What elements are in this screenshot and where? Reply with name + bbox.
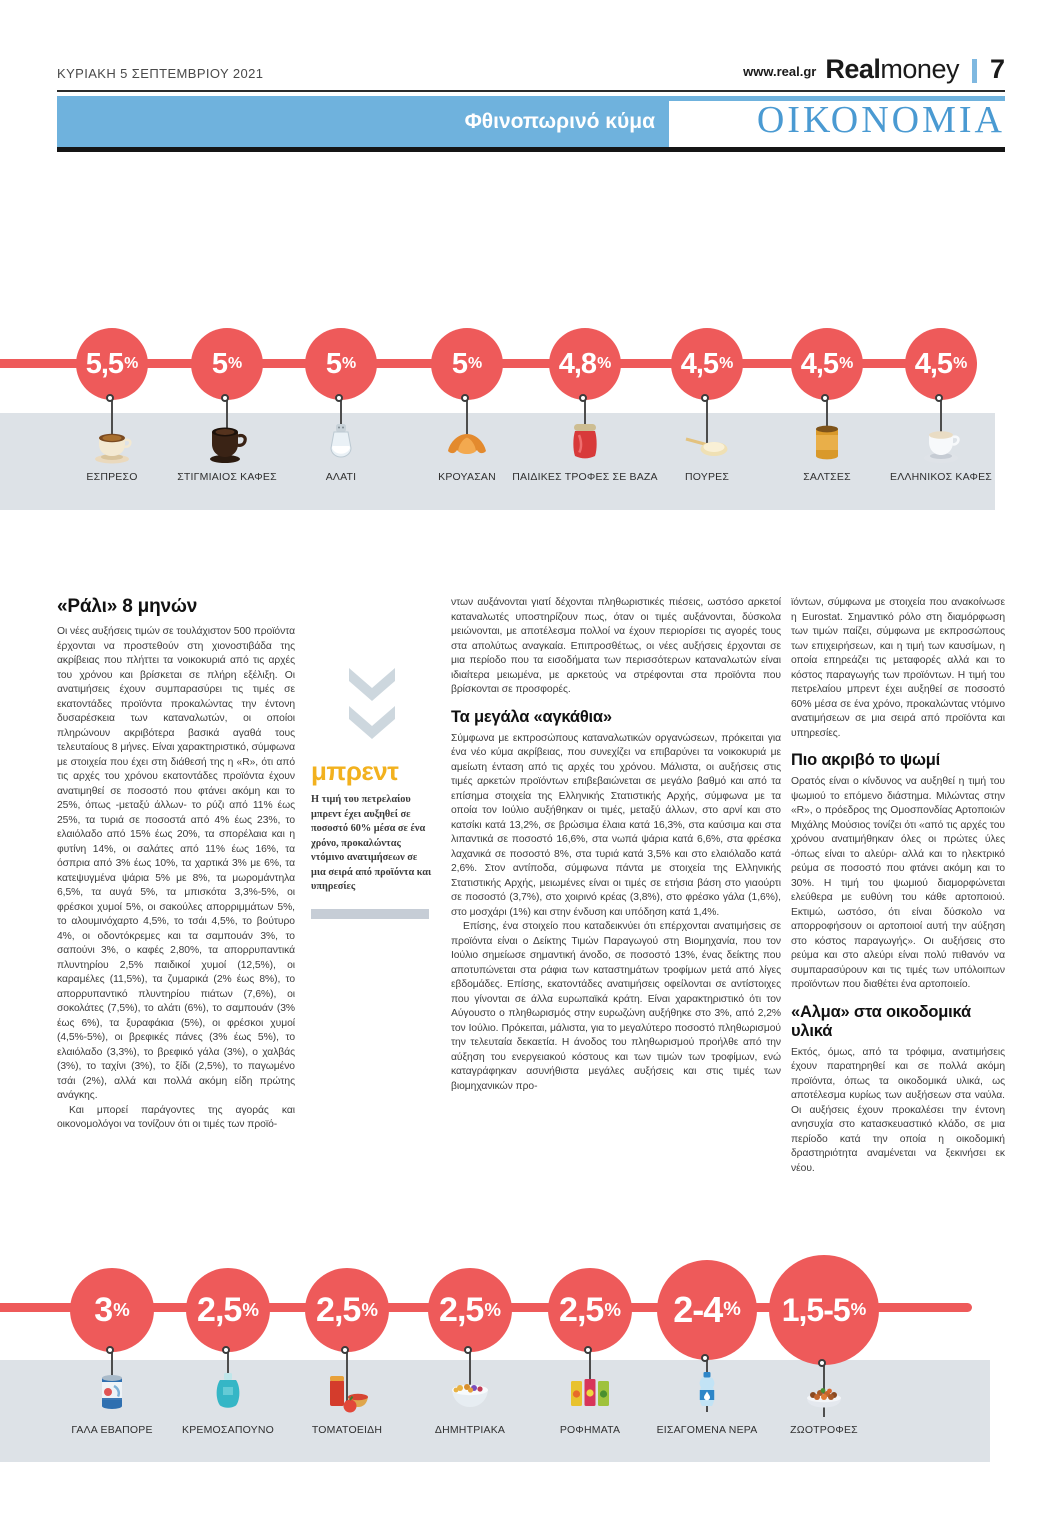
product-label: ΠΟΥΡΕΣ: [684, 471, 730, 483]
connector-dot: [461, 394, 469, 402]
baby-food-jar-icon: [561, 418, 609, 466]
connector-dot: [701, 394, 709, 402]
paragraph: Ορατός είναι ο κίνδυνος να αυξηθεί η τιμή του ψωμιού το επόμενο διάστημα. Μιλώντας στην «R», ο πρόεδρος της Ομοσπονδίας Αρτοποιών Μιχάλης Μούσιος τονίζει ότι «από τις αρχές του χρόνου ανατιμήθηκαν όλες οι πρώτες ύλες -όπως είναι το αλεύρι- αλλά και το ηλεκτρικό ρεύμα σε ποσοστό που φτάνει ακόμη και το 30%. Η τιμή του ψωμιού διαμορφώνεται ελεύθερα με ευθύνη του κάθε αρτοποιού. Εκτιμώ, ωστόσο, ότι είναι δύσκολο να απορροφήσουν οι αρτοποιοί αυτή την αύξηση στο κόστος παραγωγής». Οι αυξήσεις στο ρεύμα και στο αλεύρι είναι πολύ πιθανόν να συμπαρασύρουν και τις τιμές των υπόλοιπων προϊόντων που διαθέτει ένα αρτοποιείο.: [791, 776, 1005, 990]
percent-sign: %: [597, 355, 612, 373]
percent-bubble: [305, 1268, 389, 1352]
page-number: 7: [989, 54, 1005, 84]
percent-bubble: [76, 328, 148, 400]
topic-banner: Φθινοπωρινό κύμα: [57, 96, 669, 147]
subheading: Τα μεγάλα «αγκάθια»: [451, 707, 612, 726]
percent-value: 4,8: [558, 347, 597, 380]
tomato-products-icon: [323, 1368, 371, 1416]
percent-value: 4,5: [680, 347, 719, 380]
percent-value: 4,5: [914, 347, 953, 380]
percent-bubble: [186, 1268, 270, 1352]
percent-value: 2,5: [197, 1291, 242, 1329]
percent-value: 3: [94, 1291, 113, 1329]
paragraph: Οι νέες αυξήσεις τιμών σε τουλάχιστον 500 προϊόντα έρχονται να προστεθούν στη χιονοστιβάδα της ακρίβειας που πλήττει τα νοικοκυριά από τις αρχές του χρόνου και βρίσκεται σε πλήρη εξέλιξη. Οι ανατιμήσεις έχουν συμπαρασύρει τις τιμές σε εκατοντάδες προϊόντα προκαλώντας την έντονη δυσαρέσκεια των καταναλωτών, οι οποίοι πληρώνουν ακριβότερα βασικά αγαθά τους τελευταίους 8 μήνες. Είναι χαρακτηριστικό, σύμφωνα με στοιχεία που έχει στη διάθεσή της η «R», ότι από τις αρχές του χρόνου εκατοντάδες προϊόντα έχουν ανατιμηθεί σε ποσοστό που φτάνει ακόμη και το 25%, όπως -μεταξύ άλλων- το ρύζι από 11% έως 25%, τα τυριά σε ποσοστά από 4% έως 23%, το ελαιόλαδο από 15% έως 20%, τα σπορέλαια και η φυτίνη 14%, οι σαλάτες από 11% έως 16%, τα όσπρια από 3% έως 10%, τα χαρτικά 3% με 6%, τα κατεψυγμένα ψάρια 5% με 8%, τα μωρομάντηλα 6,5%, τα αυγά 5%, τα μπισκότα 3,3%-5%, οι φρέσκοι χυμοί 5%, οι σακούλες απορριμμάτων 5%, το αλουμινόχαρτο 4,5%, το τσάι 4,5%, το βούτυρο 4%, οι οδοντόκρεμες και τα σαμπουάν 3%, το σαπούνι 3%, ο καφές 2,80%, τα απορρυπαντικά πλυντηρίου 2,5% παιδικοί χυμοί (12,5%), οι καραμέλες (11,5%), τα ζυμαρικά (2% έως 8%), το απορρυπαντικό πλυντηρίου πιάτων (7,6%), οι σοκολάτες (7,5%), το αλάτι (6%), το σαμπουάν (3% έως 6%), τα ξυραφάκια (5%), οι φρέσκοι χυμοί (4,5%-5%), οι βρεφικές πάνες (3% έως 5%), το ελαιόλαδο (3,3%), το βρεφικό γάλα (3%), ο χαλβάς (3%), το ταχίνι (3%), το ξίδι (2,5%), το παγωμένο τσάι (2%), αλλά και πολλά ακόμη είδη πρώτης ανάγκης.: [57, 626, 295, 1101]
product-label: ΖΩΟΤΡΟΦΕΣ: [790, 1424, 858, 1436]
percent-sign: %: [124, 355, 139, 373]
percent-bubble: [70, 1268, 154, 1352]
coffee-mug-icon: [203, 418, 251, 466]
percent-sign: %: [242, 1298, 259, 1320]
water-bottle-icon: [683, 1368, 731, 1416]
percent-bubble: [431, 328, 503, 400]
product-label: ΚΡΟΥΑΣΑΝ: [438, 471, 496, 483]
percent-value: 5,5: [85, 347, 124, 380]
percent-bubble: [548, 1268, 632, 1352]
percent-sign: %: [839, 355, 854, 373]
product-label: ΚΡΕΜΟΣΑΠΟΥΝΟ: [182, 1424, 274, 1436]
evaporated-milk-can-icon: [88, 1368, 136, 1416]
cream-soap-bottle-icon: [204, 1368, 252, 1416]
product-label: ΣΤΙΓΜΙΑΙΟΣ ΚΑΦΕΣ: [177, 471, 277, 483]
paragraph: Σύμφωνα με εκπροσώπους καταναλωτικών οργανώσεων, πρόκειται για ένα νέο κύμα ακρίβειας, που συνεχίζει να επιβαρύνει τα νοικοκυριά με αμείωτη ένταση από τις αρχές του χρόνου. Μάλιστα, οι αυξήσεις στις τιμές αρκετών προϊόντων επιβεβαιώνεται σε μεγάλο βαθμό και από τα επίσημα στοιχεία της Ελληνικής Στατιστικής Αρχής, σύμφωνα με τα οποία τον Ιούλιο αυξήθηκαν οι τιμές, μεταξύ άλλων, στο αρνί και στο κατσίκι κατά 13,2%, σε βρώσιμα έλαια κατά 16,3%, στα καύσιμα και στα λιπαντικά σε ποσοστό 16,6%, στα νωπά ψάρια κατά 6,6%, στα φρέσκα λαχανικά σε ποσοστό 8%, στα τυριά κατά 3,5% και στο ελαιόλαδο κατά 2,6%. Στον αντίποδα, σύμφωνα πάντα με στοιχεία της Ελληνικής Στατιστικής Αρχής, μειωμένες είναι οι τιμές σε ετήσια βάση στο γιαούρτι σε ποσοστό (3,7%), στο χοιρινό κρέας (3,8%), στο φρέσκο γάλα (1,6%), στο μοσχάρι (1%) και στην ένδυση και υπόδηση κατά 1,4%.: [451, 732, 781, 918]
section-title: ΟΙΚΟΝΟΜΙΑ: [756, 99, 1005, 141]
percent-value: 5: [451, 347, 467, 380]
percent-bubble: [671, 328, 743, 400]
product-label: ΕΙΣΑΓΟΜΕΝΑ ΝΕΡΑ: [656, 1424, 758, 1436]
salt-shaker-icon: [317, 418, 365, 466]
sauce-can-icon: [803, 418, 851, 466]
connector-dot: [584, 1346, 592, 1354]
croissant-icon: [443, 418, 491, 466]
product-label: ΕΣΠΡΕΣΟ: [86, 471, 138, 483]
paragraph: Εκτός, όμως, από τα τρόφιμα, ανατιμήσεις έχουν παρατηρηθεί και σε πολλά ακόμη προϊόντα, όπως τα οικοδομικά υλικά, ως αποτέλεσμα κυρίως των αυξήσεων στα ναύλα. Οι αυξήσεις έχουν προκαλέσει την έντονη ανησυχία στο κατασκευαστικό κλάδο, σε μια περίοδο κατά την οποία η οικοδομική δραστηριότητα αναμένεται να ξεκινήσει εκ νέου.: [791, 1046, 1005, 1174]
percent-value: 1,5-5: [781, 1292, 850, 1328]
connector-dot: [106, 1346, 114, 1354]
paragraph: Επίσης, ένα στοιχείο που καταδεικνύει ότι επέρχονται ανατιμήσεις σε προϊόντα είναι ο Δείκτης Τιμών Παραγωγού στη Βιομηχανία, που τον Ιούλιο σημείωσε σημαντική άνοδο, σε ποσοστό 13%, ένας δείκτης που αποτυπώνεται στα ράφια των καταστημάτων τροφίμων μετά από λίγες εβδομάδες. Επίσης, εκατοντάδες ανατιμήσεις οφείλονται σε αντίστοιχες που γίνονται σε άλλα ευρωπαϊκά κράτη. Είναι χαρακτηριστικό ότι τον Αύγουστο ο πληθωρισμός στην ευρωζώνη αυξήθηκε στο 3%, από 2,2% τον Ιούλιο. Πρόκειται, μάλιστα, για το μεγαλύτερο ποσοστό πληθωρισμού την τελευταία δεκαετία. Η άνοδος του πληθωρισμού προήλθε από την αύξηση του ενεργειακού κόστους και των τιμών των τροφίμων, ενώ καταγράφηκαν ασυνήθιστα μεγάλες αυξήσεις και στις τιμές των βιομηχανικών προ-: [451, 921, 781, 1092]
percent-sign: %: [467, 355, 483, 373]
percent-value: 4,5: [800, 347, 839, 380]
product-label: ΤΟΜΑΤΟΕΙΔΗ: [311, 1424, 383, 1436]
connector-dot: [935, 394, 943, 402]
callout-text: Η τιμή του πετρελαίου μπρεντ έχει αυξηθεί σε ποσοστό 60% μέσα σε ένα χρόνο, προκαλώντας ντόμινο ανατιμήσεων σε μια σειρά από προϊόντα και υπηρεσίες: [311, 794, 432, 892]
percent-sign: %: [227, 355, 243, 373]
percent-sign: %: [719, 355, 734, 373]
cereal-bowl-icon: [446, 1368, 494, 1416]
product-item: [277, 0, 417, 1536]
percent-sign: %: [341, 355, 357, 373]
percent-value: 5: [211, 347, 227, 380]
brand-bold: Real: [825, 54, 881, 84]
percent-bubble: [905, 328, 977, 400]
juice-drinks-icon: [566, 1368, 614, 1416]
percent-bubble: [305, 328, 377, 400]
percent-sign: %: [484, 1298, 501, 1320]
percent-sign: %: [953, 355, 968, 373]
subheading: Πιο ακριβό το ψωμί: [791, 751, 941, 769]
article-heading: «Ράλι» 8 μηνών: [57, 596, 198, 617]
percent-sign: %: [604, 1298, 621, 1320]
product-label: ΠΑΙΔΙΚΕΣ ΤΡΟΦΕΣ ΣΕ ΒΑΖΑ: [512, 471, 658, 483]
product-label: ΔΗΜΗΤΡΙΑΚΑ: [434, 1424, 506, 1436]
connector-dot: [579, 394, 587, 402]
percent-value: 2-4: [673, 1289, 723, 1330]
espresso-cup-icon: [88, 418, 136, 466]
product-label: ΣΑΛΤΣΕΣ: [803, 471, 851, 483]
connector-dot: [818, 1359, 826, 1367]
percent-sign: %: [850, 1299, 867, 1320]
percent-bubble: [191, 328, 263, 400]
percent-value: 2,5: [316, 1291, 361, 1329]
percent-bubble: [791, 328, 863, 400]
website-url: www.real.gr: [743, 64, 817, 79]
product-label: ΡΟΦΗΜΑΤΑ: [559, 1424, 621, 1436]
product-item: [400, 0, 540, 1536]
paragraph: ντων αυξάνονται γιατί δέχονται πληθωριστικές πιέσεις, ωστόσο αρκετοί καταναλωτές υποστηρίζουν πως, όταν οι τιμές αυξάνονται, δύσκολα μειώνονται, με αποτέλεσμα πολλοί να έχουν περιορίσει τις αγορές τους στα απολύτως αναγκαία. Επιπροσθέτως, οι νέες αυξήσεις έρχονται σε μια περίοδο που τα εισοδήματα των περισσότερων καταναλωτών είναι ιδιαίτερα μειωμένα, με αρκετούς να στρέφονται στα προϊόντα που βρίσκονται σε προσφορές.: [451, 597, 781, 695]
subheading: «Αλμα» στα οικοδομικά υλικά: [791, 1002, 971, 1040]
percent-sign: %: [113, 1298, 130, 1320]
issue-date: ΚΥΡΙΑΚΗ 5 ΣΕΠΤΕΜΒΡΙΟΥ 2021: [57, 66, 264, 81]
connector-dot: [701, 1354, 709, 1362]
product-label: ΕΛΛΗΝΙΚΟΣ ΚΑΦΕΣ: [890, 471, 992, 483]
paragraph: Και μπορεί παράγοντες της αγοράς και οικονομολόγοι να τονίζουν ότι οι τιμές των προϊό-: [57, 1104, 295, 1130]
connector-dot: [821, 394, 829, 402]
greek-coffee-cup-icon: [917, 418, 965, 466]
connector-dot: [464, 1346, 472, 1354]
product-label: ΑΛΑΤΙ: [325, 471, 357, 483]
connector-dot: [341, 1346, 349, 1354]
percent-value: 2,5: [439, 1291, 484, 1329]
percent-bubble: [657, 1260, 757, 1360]
paragraph: ϊόντων, σύμφωνα με στοιχεία που ανακοίνωσε η Eurostat. Σημαντικό ρόλο στη διαμόρφωση των τιμών παίζει, σύμφωνα με εκπροσώπους των επιχειρήσεων, και η τιμή των καυσίμων, η οποία επηρεάζει τις μεταφορές αλλά και το κόστος παραγωγής των προϊόντων. Η τιμή του πετρελαίου μπρεντ έχει αυξηθεί σε ποσοστό 60% μέσα σε ένα χρόνο, προκαλώντας ντόμινο ανατιμήσεων σε μια σειρά από προϊόντα και υπηρεσίες.: [791, 597, 1005, 739]
percent-sign: %: [361, 1298, 378, 1320]
percent-bubble: [428, 1268, 512, 1352]
brand-regular: money: [880, 54, 959, 84]
connector-dot: [222, 1346, 230, 1354]
percent-value: 5: [325, 347, 341, 380]
product-label: ΓΑΛΑ ΕΒΑΠΟΡΕ: [71, 1424, 153, 1436]
percent-value: 2,5: [559, 1291, 604, 1329]
puree-spoon-icon: [683, 418, 731, 466]
percent-bubble: [549, 328, 621, 400]
product-item: [754, 0, 894, 1536]
percent-bubble: [769, 1255, 879, 1365]
callout-heading: μπρεντ: [311, 756, 399, 786]
connector-dot: [106, 394, 114, 402]
connector-dot: [335, 394, 343, 402]
pet-food-bowl-icon: [800, 1368, 848, 1416]
connector-dot: [221, 394, 229, 402]
percent-sign: %: [723, 1298, 741, 1321]
